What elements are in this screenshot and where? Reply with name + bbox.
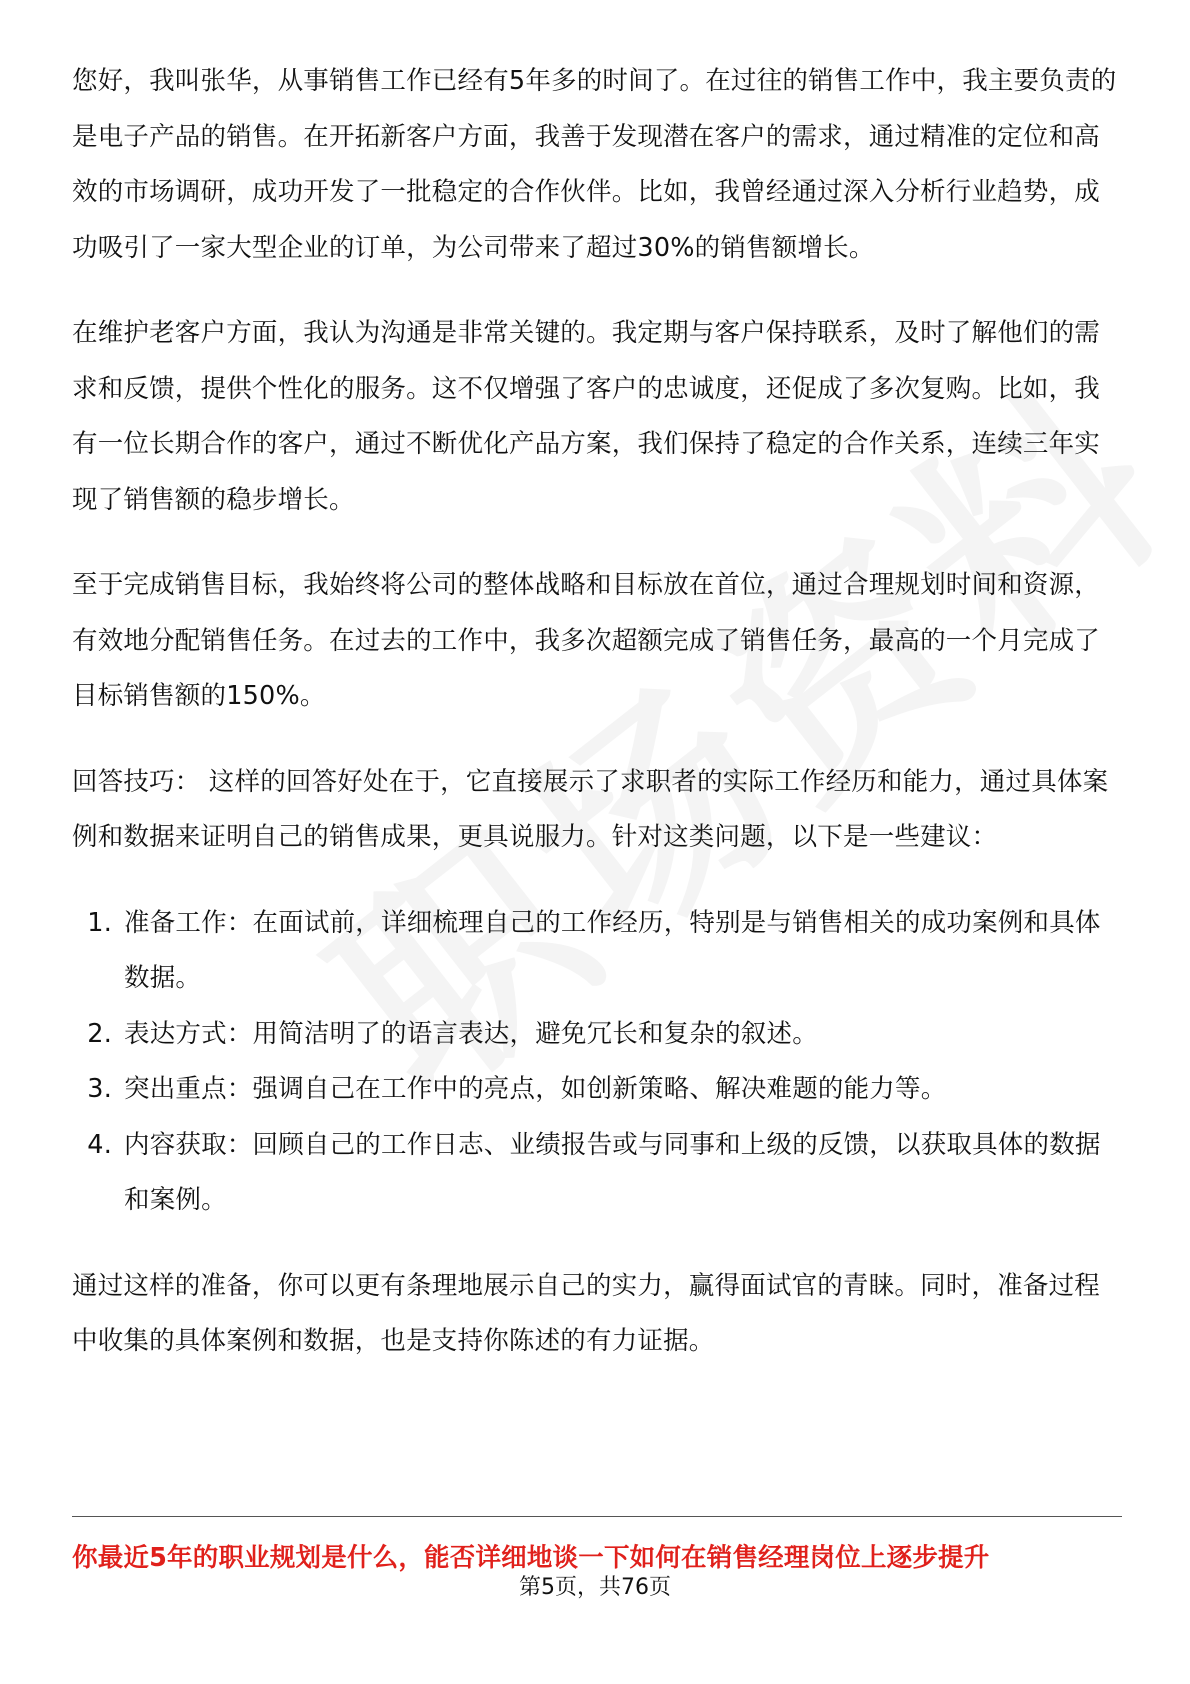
list-item bbox=[72, 1007, 1122, 1063]
paragraph-sales-targets: 至于完成销售目标，我始终将公司的整体战略和目标放在首位，通过合理规划时间和资源，有效地分配销售任务。在过去的工作中，我多次超额完成了销售任务，最高的一个月完成了目标销售额的150%。 bbox=[72, 570, 1101, 711]
paragraph-closing: 通过这样的准备，你可以更有条理地展示自己的实力，赢得面试官的青睐。同时，准备过程中收集的具体案例和数据，也是支持你陈述的有力证据。 bbox=[72, 1270, 1101, 1356]
list-item bbox=[72, 1118, 1122, 1229]
list-item-number: 3. bbox=[87, 1074, 112, 1104]
paragraph-answer-tips: 回答技巧： 这样的回答好处在于，它直接展示了求职者的实际工作经历和能力，通过具体案例和数据来证明自己的销售成果，更具说服力。针对这类问题，以下是一些建议： bbox=[72, 766, 1109, 852]
list-item bbox=[72, 1062, 1122, 1118]
list-item-number: 2. bbox=[87, 1018, 112, 1049]
list-item-text: 准备工作：在面试前，详细梳理自己的工作经历，特别是与销售相关的成功案例和具体数据。 bbox=[124, 907, 1101, 993]
paragraph-intro: 您好，我叫张华，从事销售工作已经有5年多的时间了。在过往的销售工作中，我主要负责的是电子产品的销售。在开拓新客户方面，我善于发现潜在客户的需求，通过精准的定位和高效的市场调研，成功开发了一批稳定的合作伙伴。比如，我曾经通过深入分析行业趋势，成功吸引了一家大型企业的订单，为公司带来了超过30%的销售额增长。 bbox=[72, 66, 1117, 263]
page-number: 第5页，共76页 bbox=[519, 1575, 671, 1600]
list-item-number: 1. bbox=[87, 907, 112, 938]
list-item-text: 内容获取：回顾自己的工作日志、业绩报告或与同事和上级的反馈，以获取具体的数据和案例。 bbox=[124, 1129, 1101, 1215]
list-item bbox=[72, 896, 1122, 1007]
tips-list bbox=[72, 896, 1122, 1229]
list-item-number: 4. bbox=[87, 1129, 112, 1160]
paragraph-client-maintenance: 在维护老客户方面，我认为沟通是非常关键的。我定期与客户保持联系，及时了解他们的需求和反馈，提供个性化的服务。这不仅增强了客户的忠诚度，还促成了多次复购。比如，我有一位长期合作的客户，通过不断优化产品方案，我们保持了稳定的合作关系，连续三年实现了销售额的稳步增长。 bbox=[72, 318, 1101, 515]
list-item-text: 表达方式：用简洁明了的语言表达，避免冗长和复杂的叙述。 bbox=[124, 1018, 818, 1049]
document-body bbox=[72, 54, 1122, 1400]
list-item-text: 突出重点：强调自己在工作中的亮点，如创新策略、解决难题的能力等。 bbox=[124, 1074, 947, 1104]
next-question-heading: 你最近5年的职业规划是什么，能否详细地谈一下如何在销售经理岗位上逐步提升 bbox=[72, 1543, 990, 1573]
footer-divider bbox=[72, 1516, 1122, 1517]
